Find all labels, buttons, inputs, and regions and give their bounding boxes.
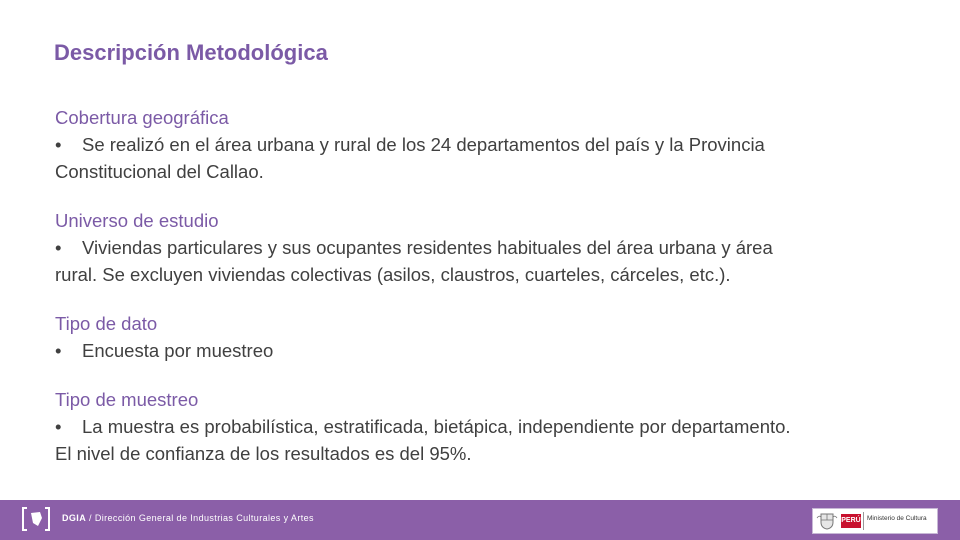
bullet-text-continuation: El nivel de confianza de los resultados es del 95%. [55, 443, 472, 464]
section-heading: Cobertura geográfica [55, 107, 229, 128]
bullet-text: La muestra es probabilística, estratificada, bietápica, independiente por departamento. [82, 416, 791, 437]
org-full-name: Dirección General de Industrias Culturales y Artes [94, 513, 314, 523]
peru-tag: PERÚ [841, 514, 861, 528]
section-study-universe [55, 207, 945, 288]
section-sampling-type [55, 386, 945, 467]
culture-logo-icon [21, 506, 51, 532]
bullet-text-continuation: rural. Se excluyen viviendas colectivas (asilos, claustros, cuarteles, cárceles, etc.). [55, 264, 731, 285]
bullet-item [55, 337, 945, 364]
methodology-content [55, 104, 945, 489]
slide-title: Descripción Metodológica [54, 40, 328, 65]
bullet-marker: • [55, 237, 62, 258]
bullet-text: Encuesta por muestreo [82, 340, 274, 361]
ministry-logo [812, 508, 938, 534]
bullet-item [55, 413, 945, 440]
bullet-text: Viviendas particulares y sus ocupantes residentes habituales del área urbana y área [82, 237, 773, 258]
bullet-marker: • [55, 134, 62, 155]
bullet-marker: • [55, 340, 62, 361]
section-data-type [55, 310, 945, 364]
divider [863, 512, 864, 530]
section-heading: Tipo de dato [55, 313, 158, 334]
section-heading: Universo de estudio [55, 210, 219, 231]
bullet-item [55, 234, 945, 261]
footer-org-text [62, 513, 314, 523]
org-separator: / [89, 513, 92, 523]
bullet-marker: • [55, 416, 62, 437]
bullet-item [55, 131, 945, 158]
coat-of-arms-icon [816, 512, 838, 530]
ministry-name: Ministerio de Cultura [867, 515, 927, 522]
footer-bar [0, 500, 960, 540]
bullet-text: Se realizó en el área urbana y rural de los 24 departamentos del país y la Provincia [82, 134, 765, 155]
section-geographic-coverage [55, 104, 945, 185]
org-acronym: DGIA [62, 513, 87, 523]
section-heading: Tipo de muestreo [55, 389, 199, 410]
bullet-text-continuation: Constitucional del Callao. [55, 161, 264, 182]
